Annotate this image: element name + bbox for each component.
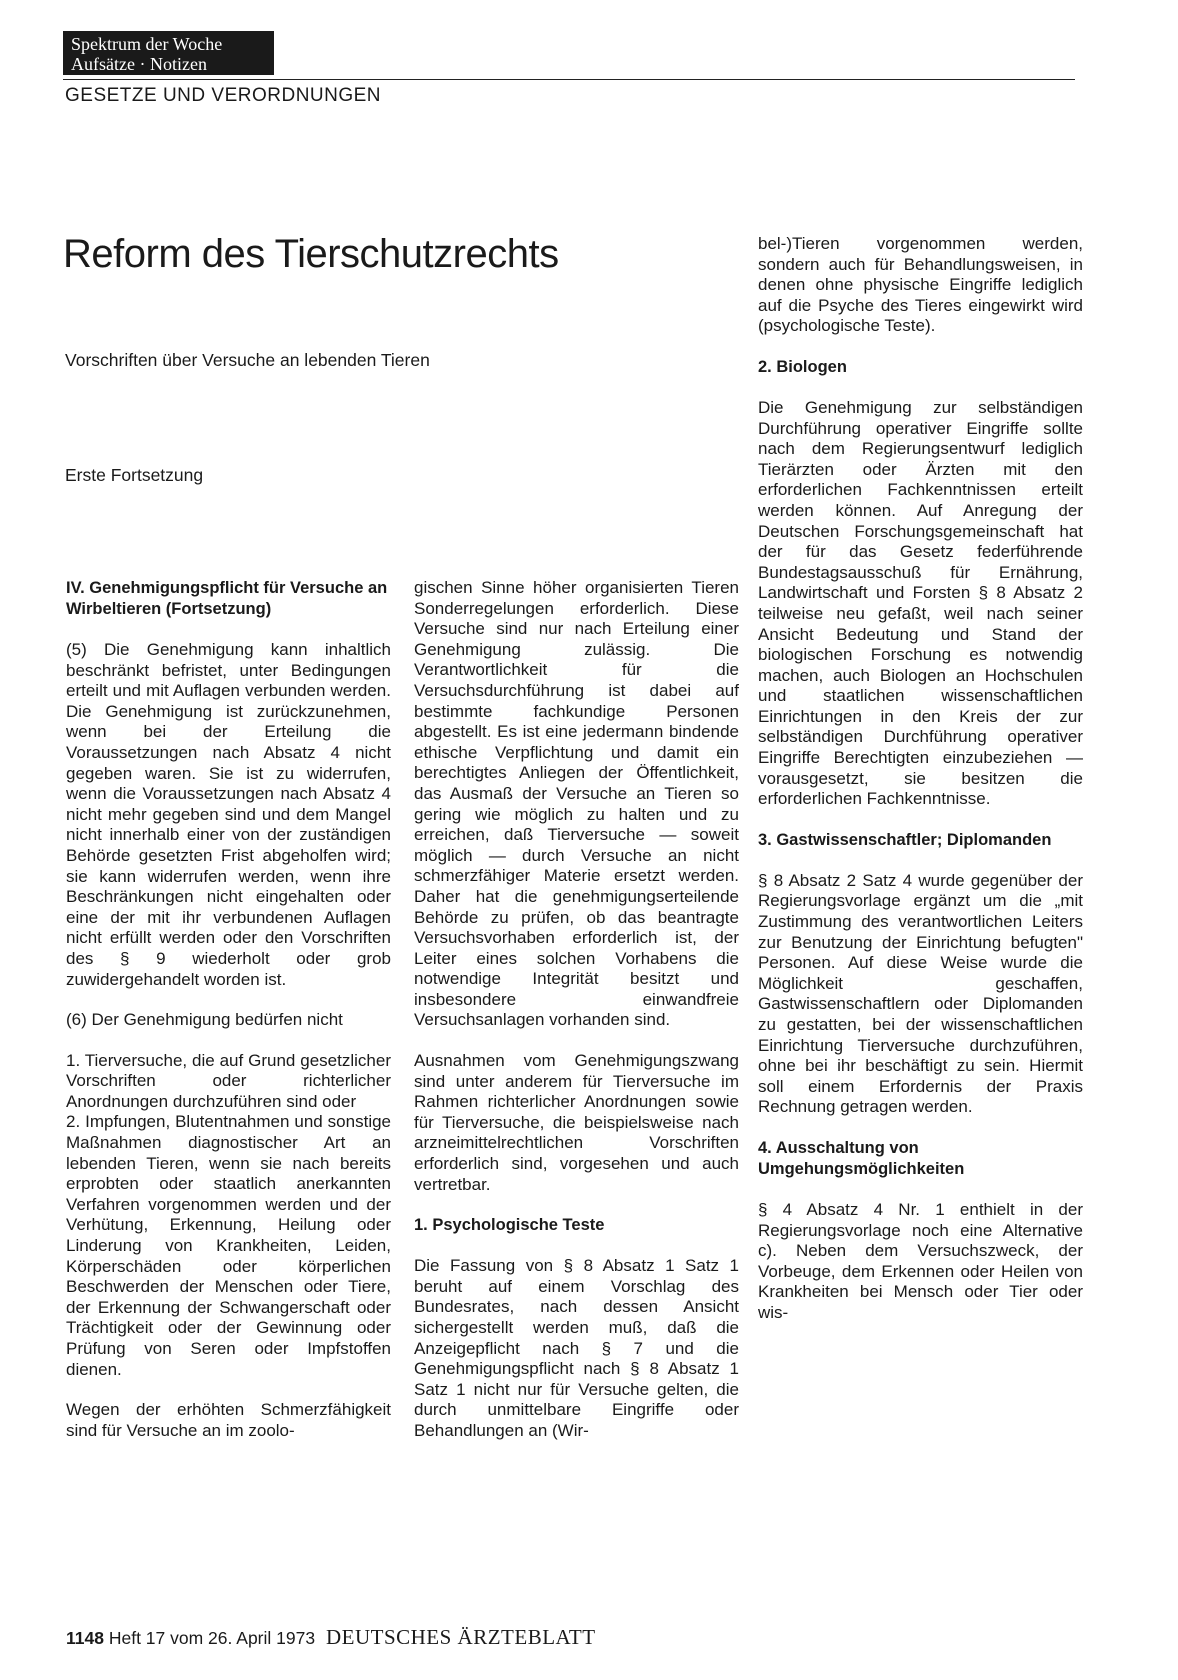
heading-gastwissenschaftler: 3. Gastwissenschaftler; Diplomanden bbox=[758, 830, 1052, 849]
continuation-note: Erste Fortsetzung bbox=[65, 465, 204, 485]
issue-info: Heft 17 vom 26. April 1973 bbox=[108, 1628, 316, 1648]
paragraph: gischen Sinne höher organisierten Tieren Sonderregelungen erforderlich. Diese Versuche sind nur nach Erteilung einer Genehmigung zulässig. Die Verantwortlichkeit für die Versuchsdurchführung ist dabei auf bestimmte fachkundige Personen abgestellt. Es ist eine jedermann bindende ethische Verpflichtung und damit ein berechtigtes Anliegen der Öffentlichkeit, das Ausmaß der Versuche an Tieren so gering wie möglich zu halten und zu erreichen, daß Tierversuche — soweit möglich — durch Versuche an nicht schmerzfähiger Materie ersetzt werden. Daher hat die genehmigungserteilende Behörde zu prüfen, ob das beantragte Versuchsvorhaben erforderlich ist, der Leiter eines solchen Vorhabens die notwendige Integrität besitzt und insbesondere einwandfreie Versuchsanlagen vorhanden sind. bbox=[414, 578, 739, 1030]
paragraph: bel-)Tieren vorgenommen werden, sondern auch für Behandlungsweisen, in denen ohne physische Eingriffe lediglich auf die Psyche des Tieres eingewirkt wird (psychologische Teste). bbox=[758, 234, 1083, 336]
paragraph: Die Genehmigung zur selbständigen Durchführung operativer Eingriffe sollte nach dem Regierungsentwurf lediglich Tierärzten oder Ärzten mit den erforderlichen Fachkenntnissen erteilt werden können. Auf Anregung der Deutschen Forschungsgemeinschaft hat der für das Gesetz federführende Bundestagsausschuß für Ernährung, Landwirtschaft und Forsten § 8 Absatz 2 teilweise neu gefaßt, weil nach seiner Ansicht Bedeutung und Stand der biologischen Forschung es notwendig machen, auch Biologen an Hochschulen und staatlichen wissenschaftlichen Einrichtungen in den Kreis der zur selbständigen Durchführung operativer Eingriffe Berechtigten einzubeziehen — vorausgesetzt, sie besitzen die erforderlichen Fachkenntnisse. bbox=[758, 397, 1083, 809]
badge-line-1: Spektrum der Woche bbox=[71, 34, 223, 54]
heading-psychologische-teste: 1. Psychologische Teste bbox=[414, 1216, 605, 1235]
column-1 bbox=[66, 578, 391, 1441]
heading-genehmigungspflicht: IV. Genehmigungspflicht für Versuche an Wirbeltieren (Fortsetzung) bbox=[66, 579, 388, 618]
paragraph: § 8 Absatz 2 Satz 4 wurde gegenüber der Regierungsvorlage ergänzt um die „mit Zustimmung des verantwortlichen Leiters zur Benutzung der Einrichtung befugten" Personen. Auf diese Weise wurde die Möglichkeit geschaffen, Gastwissenschaftlern oder Diplomanden zu gestatten, bei der wissenschaftlichen Einrichtung Tierversuche durchzuführen, ohne bei ihr beschäftigt zu sein. Hiermit soll einem Erfordernis der Praxis Rechnung getragen werden. bbox=[758, 870, 1083, 1117]
column-2 bbox=[414, 578, 739, 1442]
paragraph: § 4 Absatz 4 Nr. 1 enthielt in der Regierungsvorlage noch eine Alternative c). Neben dem Versuchszweck, der Vorbeuge, dem Erkennen oder Heilen von Krankheiten bei Mensch oder Tier oder wis- bbox=[758, 1199, 1083, 1322]
list-item: 1. Tierversuche, die auf Grund gesetzlicher Vorschriften oder richterlicher Anordnungen durchzuführen sind oder bbox=[66, 1050, 391, 1111]
page-footer bbox=[66, 1625, 596, 1650]
article-title: Reform des Tierschutzrechts bbox=[63, 232, 559, 276]
section-badge bbox=[63, 31, 274, 75]
page-number: 1148 bbox=[66, 1628, 104, 1648]
badge-line-2: Aufsätze · Notizen bbox=[71, 54, 207, 74]
paragraph: (5) Die Genehmigung kann inhaltlich beschränkt befristet, unter Bedingungen erteilt und mit Auflagen verbunden werden. Die Genehmigung ist zurückzunehmen, wenn bei der Erteilung die Voraussetzungen nach Absatz 4 nicht gegeben waren. Sie ist zu widerrufen, wenn die Voraussetzungen nach Absatz 4 nicht mehr gegeben sind und dem Mangel nicht innerhalb einer von der zuständigen Behörde gesetzten Frist abgeholfen wird; sie kann widerrufen werden, wenn ihre Beschränkungen nicht eingehalten oder eine der mit ihr verbundenen Auflagen nicht erfüllt werden oder den Vorschriften des § 9 wiederholt oder grob zuwidergehandelt worden ist. bbox=[66, 640, 391, 989]
paragraph: (6) Der Genehmigung bedürfen nicht bbox=[66, 1010, 343, 1030]
section-label: GESETZE UND VERORDNUNGEN bbox=[65, 85, 382, 106]
journal-name: DEUTSCHES ÄRZTEBLATT bbox=[325, 1625, 596, 1649]
header-rule bbox=[63, 79, 1075, 80]
paragraph: Ausnahmen vom Genehmigungszwang sind unter anderem für Tierversuche im Rahmen richterlicher Anordnungen sowie für Tierversuche, die beispielsweise nach arzneimittelrechtlichen Vorschriften erforderlich sind, vorgesehen und auch vertretbar. bbox=[414, 1051, 739, 1194]
heading-umgehungsmoeglichkeiten: 4. Ausschaltung von Umgehungsmöglichkeiten bbox=[758, 1138, 965, 1178]
article-subtitle: Vorschriften über Versuche an lebenden Tieren bbox=[65, 350, 430, 370]
paragraph: Wegen der erhöhten Schmerzfähigkeit sind für Versuche an im zoolo- bbox=[66, 1400, 391, 1440]
list-item: 2. Impfungen, Blutentnahmen und sonstige Maßnahmen diagnostischer Art an lebenden Tieren, wenn sie nach bereits erprobten oder staatlich anerkannten Verfahren vorgenommen werden und der Verhütung, Erkennung, Heilung oder Linderung von Krankheiten, Leiden, Körperschäden oder körperlichen Beschwerden der Menschen oder Tiere, der Erkennung der Schwangerschaft oder Trächtigkeit oder der Gewinnung oder Prüfung von Seren oder Impfstoffen dienen. bbox=[66, 1112, 391, 1379]
paragraph: Die Fassung von § 8 Absatz 1 Satz 1 beruht auf einem Vorschlag des Bundesrates, nach dessen Ansicht sichergestellt werden muß, daß die Anzeigepflicht nach § 7 und die Genehmigungspflicht nach § 8 Absatz 1 Satz 1 nicht nur für Versuche gelten, die durch unmittelbare Eingriffe oder Behandlungen an (Wir- bbox=[414, 1256, 739, 1440]
column-3 bbox=[758, 234, 1083, 1324]
heading-biologen: 2. Biologen bbox=[758, 357, 847, 376]
